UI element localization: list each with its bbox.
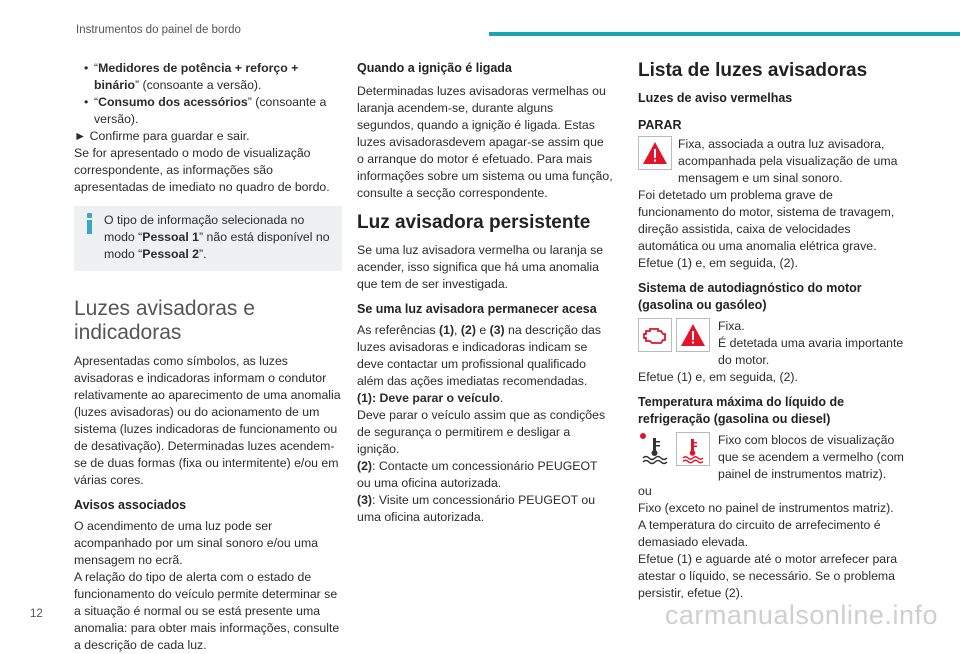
paragraph: ou — [638, 484, 652, 498]
warning-description: Fixa, associada a outra luz avisadora, acompanhada pela visualização de uma mensagem e um sinal sonoro. — [678, 137, 898, 185]
subsection-heading: Temperatura máxima do líquido de refrigeração (gasolina ou diesel) — [638, 395, 845, 426]
info-note-text: O tipo de informação selecionada no modo “Pessoal 1” não está disponível no modo “Pessoal 2”. — [104, 213, 330, 261]
engine-icon — [638, 318, 672, 352]
paragraph: Deve parar o veículo assim que as condições de segurança o permitirem e desligar a ignição. — [357, 408, 606, 456]
subsection-heading: Sistema de autodiagnóstico do motor (gasolina ou gasóleo) — [638, 281, 862, 312]
column-middle — [357, 60, 613, 526]
paragraph: A relação do tipo de alerta com o estado de funcionamento do veículo permite determinar se a situação é normal ou se está presente uma anomalia: para obter mais informações, consulte a descrição de cada luz. — [74, 570, 340, 652]
watermark: carmanualsonline.info — [664, 600, 938, 630]
list-item: • “Consumo dos acessórios” (consoante a versão). — [74, 94, 342, 128]
section-title: Luz avisadora persistente — [357, 212, 591, 233]
warning-triangle-icon — [638, 136, 672, 170]
paragraph: Se uma luz avisadora vermelha ou laranja se acender, isso significa que há uma anomalia que tem de ser investigada. — [357, 243, 604, 291]
action-step-2: (2): Contacte um concessionário PEUGEOT ou uma oficina autorizada. — [357, 459, 598, 490]
instruction-step: ► Confirme para guardar e sair. — [74, 128, 342, 145]
warning-entry-coolant — [638, 432, 906, 483]
paragraph: Se for apresentado o modo de visualização correspondente, as informações são apresentadas de imediato no quadro de bordo. — [74, 146, 330, 194]
warning-description: Fixo com blocos de visualização que se acendem a vermelho (com painel de instrumentos matriz). — [718, 433, 904, 481]
paragraph: Foi detetado um problema grave de funcionamento do motor, sistema de travagem, direção assistida, caixa de velocidades automática ou uma anomalia elétrica grave. — [638, 188, 895, 253]
page-title: Lista de luzes avisadoras — [638, 60, 868, 81]
paragraph: As referências (1), (2) e (3) na descrição das luzes avisadoras e indicadoras indicam se deve contactar um profissional qualificado além das ações imediatas recomendadas. — [357, 323, 602, 388]
warning-icon-pair — [638, 432, 712, 466]
list-item: • “Medidores de potência + reforço + binário” (consoante a versão). — [74, 60, 342, 94]
subsection-heading: Luzes de aviso vermelhas — [638, 91, 793, 105]
paragraph: Efetue (1) e, em seguida, (2). — [638, 256, 798, 270]
warning-description: Fixa. É detetada uma avaria importante do motor. — [718, 319, 904, 367]
subsection-heading: Se uma luz avisadora permanecer acesa — [357, 302, 597, 316]
column-left — [74, 60, 342, 654]
paragraph: Fixo (exceto no painel de instrumentos matriz). — [638, 501, 894, 515]
info-note — [74, 206, 342, 271]
column-right — [638, 60, 906, 602]
page-number: 12 — [30, 608, 43, 620]
paragraph: Apresentadas como símbolos, as luzes avisadoras e indicadoras informam o condutor relativamente ao aparecimento de uma anomalia (luzes avisadoras) ou do acionamento de um sistema (luzes indicadoras de funcionamento ou de desativação). Determinadas luzes acendem-se de duas formas (fixa ou intermitente) e/ou em várias cores. — [74, 354, 341, 487]
info-icon — [82, 212, 98, 234]
warning-entry-diagnosis — [638, 318, 906, 369]
subsection-heading: Quando a ignição é ligada — [357, 61, 512, 75]
warning-entry-stop — [638, 136, 906, 187]
action-step-3: (3): Visite um concessionário PEUGEOT ou uma oficina autorizada. — [357, 493, 596, 524]
warning-label-stop: PARAR — [638, 118, 682, 132]
action-step-1: (1): Deve parar o veículo. — [357, 391, 504, 405]
warning-triangle-icon — [676, 318, 710, 352]
coolant-temperature-icon — [638, 432, 672, 466]
warning-icon-pair — [638, 318, 712, 352]
header-accent-bar — [489, 32, 960, 36]
paragraph: A temperatura do circuito de arrefecimento é demasiado elevada. — [638, 518, 881, 549]
subsection-heading: Avisos associados — [74, 498, 187, 512]
header-title: Instrumentos do painel de bordo — [76, 24, 241, 36]
paragraph: Determinadas luzes avisadoras vermelhas ou laranja acendem-se, durante alguns segundos, quando a ignição é ligada. Estas luzes avisadorasdevem apagar-se assim que o arranque do motor é efetuado. Para mais informações sobre um sistema ou uma função, consulte a secção correspondente. — [357, 84, 613, 200]
paragraph: Efetue (1) e aguarde até o motor arrefecer para atestar o líquido, se necessário. Se o problema persistir, efetue (2). — [638, 552, 898, 600]
section-title: Luzes avisadoras e indicadoras — [74, 297, 255, 344]
paragraph: Efetue (1) e, em seguida, (2). — [638, 370, 798, 384]
paragraph: O acendimento de uma luz pode ser acompanhado por um sinal sonoro e/ou uma mensagem no ecrã. — [74, 519, 319, 567]
coolant-temperature-icon — [676, 432, 710, 466]
